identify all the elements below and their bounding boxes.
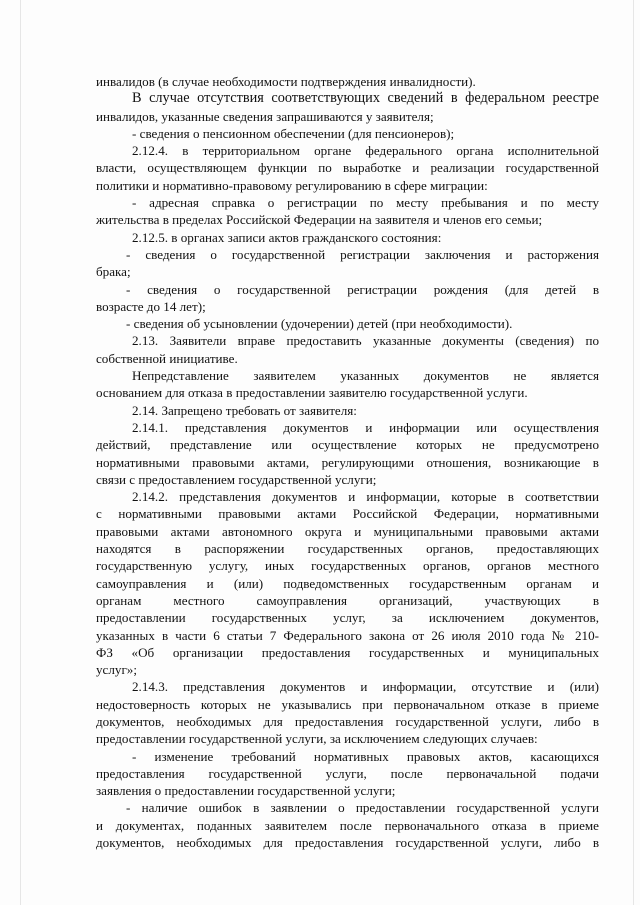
text-line: находятся в распоряжении государственных органов, предоставляющих <box>96 541 599 557</box>
text-line: 2.14.3. представления документов и информации, отсутствие и (или) <box>132 679 599 695</box>
text-line: собственной инициативе. <box>96 350 238 366</box>
text-line: - сведения о государственной регистрации рождения (для детей в <box>126 281 599 297</box>
text-line: - изменение требований нормативных правовых актов, касающихся <box>132 748 599 764</box>
text-line: 2.12.4. в территориальном органе федерального органа исполнительной <box>132 143 599 159</box>
scan-edge-right <box>633 0 634 905</box>
text-line: предоставления государственной услуги, после первоначальной подачи <box>96 765 599 781</box>
text-line: 2.14.1. представления документов и информации или осуществления <box>132 419 599 435</box>
text-line: органам местного самоуправления организаций, участвующих в <box>96 592 599 608</box>
text-line: документов, необходимых для предоставления государственной услуги, либо в <box>96 713 599 729</box>
text-line: услуг»; <box>96 662 137 678</box>
text-line: Непредставление заявителем указанных документов не является <box>132 368 599 384</box>
text-line: - наличие ошибок в заявлении о предоставлении государственной услуги <box>126 800 599 816</box>
text-line: заявления о предоставлении государственной услуги; <box>96 783 396 799</box>
text-line: основанием для отказа в предоставлении заявителю государственной услуги. <box>96 385 528 401</box>
text-line: указанных в части 6 статьи 7 Федерального закона от 26 июля 2010 года № 210- <box>96 627 599 643</box>
text-line: - адресная справка о регистрации по месту пребывания и по месту <box>132 195 599 211</box>
text-line: самоуправления и (или) подведомственных государственным органам и <box>96 575 599 591</box>
text-line: с нормативными правовыми актами Российской Федерации, нормативными <box>96 506 599 522</box>
text-line: ФЗ «Об организации предоставления государственных и муниципальных <box>96 644 599 660</box>
text-line: правовыми актами автономного округа и муниципальными правовыми актами <box>96 523 599 539</box>
text-line: нормативными правовыми актами, регулирующими отношения, возникающие в <box>96 454 599 470</box>
text-line: и документах, поданных заявителем после первоначального отказа в приеме <box>96 817 599 833</box>
text-line: 2.12.5. в органах записи актов гражданского состояния: <box>132 229 442 245</box>
text-line: В случае отсутствия соответствующих сведений в федеральном реестре <box>132 90 599 107</box>
text-line: 2.14. Запрещено требовать от заявителя: <box>132 402 357 418</box>
text-line: действий, представление или осуществление которых не предусмотрено <box>96 437 599 453</box>
document-text <box>96 73 599 851</box>
text-line: государственную услугу, иных государственных органов, органов местного <box>96 558 599 574</box>
text-line: - сведения о пенсионном обеспечении (для пенсионеров); <box>132 125 455 141</box>
text-line: инвалидов, указанные сведения запрашиваются у заявителя; <box>96 108 434 124</box>
text-line: 2.14.2. представления документов и информации, которые в соответствии <box>132 489 599 505</box>
text-line: возрасте до 14 лет); <box>96 298 206 314</box>
text-line: 2.13. Заявители вправе предоставить указанные документы (сведения) по <box>132 333 599 349</box>
text-line: недостоверность которых не указывались при первоначальном отказе в приеме <box>96 696 599 712</box>
text-line: - сведения об усыновлении (удочерении) детей (при необходимости). <box>126 316 513 332</box>
text-line: предоставлении государственных услуг, за исключением документов, <box>96 610 599 626</box>
text-line: политики и нормативно-правовому регулированию в сфере миграции: <box>96 177 488 193</box>
text-line: инвалидов (в случае необходимости подтверждения инвалидности). <box>96 74 476 89</box>
text-line: связи с предоставлением государственной услуги; <box>96 471 377 487</box>
text-line: - сведения о государственной регистрации заключения и расторжения <box>126 246 599 262</box>
text-line: жительства в пределах Российской Федерации на заявителя и членов его семьи; <box>96 212 543 228</box>
scan-edge-left <box>20 0 21 905</box>
text-line: власти, осуществляющем функции по выработке и реализации государственной <box>96 160 599 176</box>
text-line: брака; <box>96 264 131 280</box>
text-line: документов, необходимых для предоставления государственной услуги, либо в <box>96 835 599 851</box>
text-line: предоставлении государственной услуги, за исключением следующих случаев: <box>96 731 538 747</box>
